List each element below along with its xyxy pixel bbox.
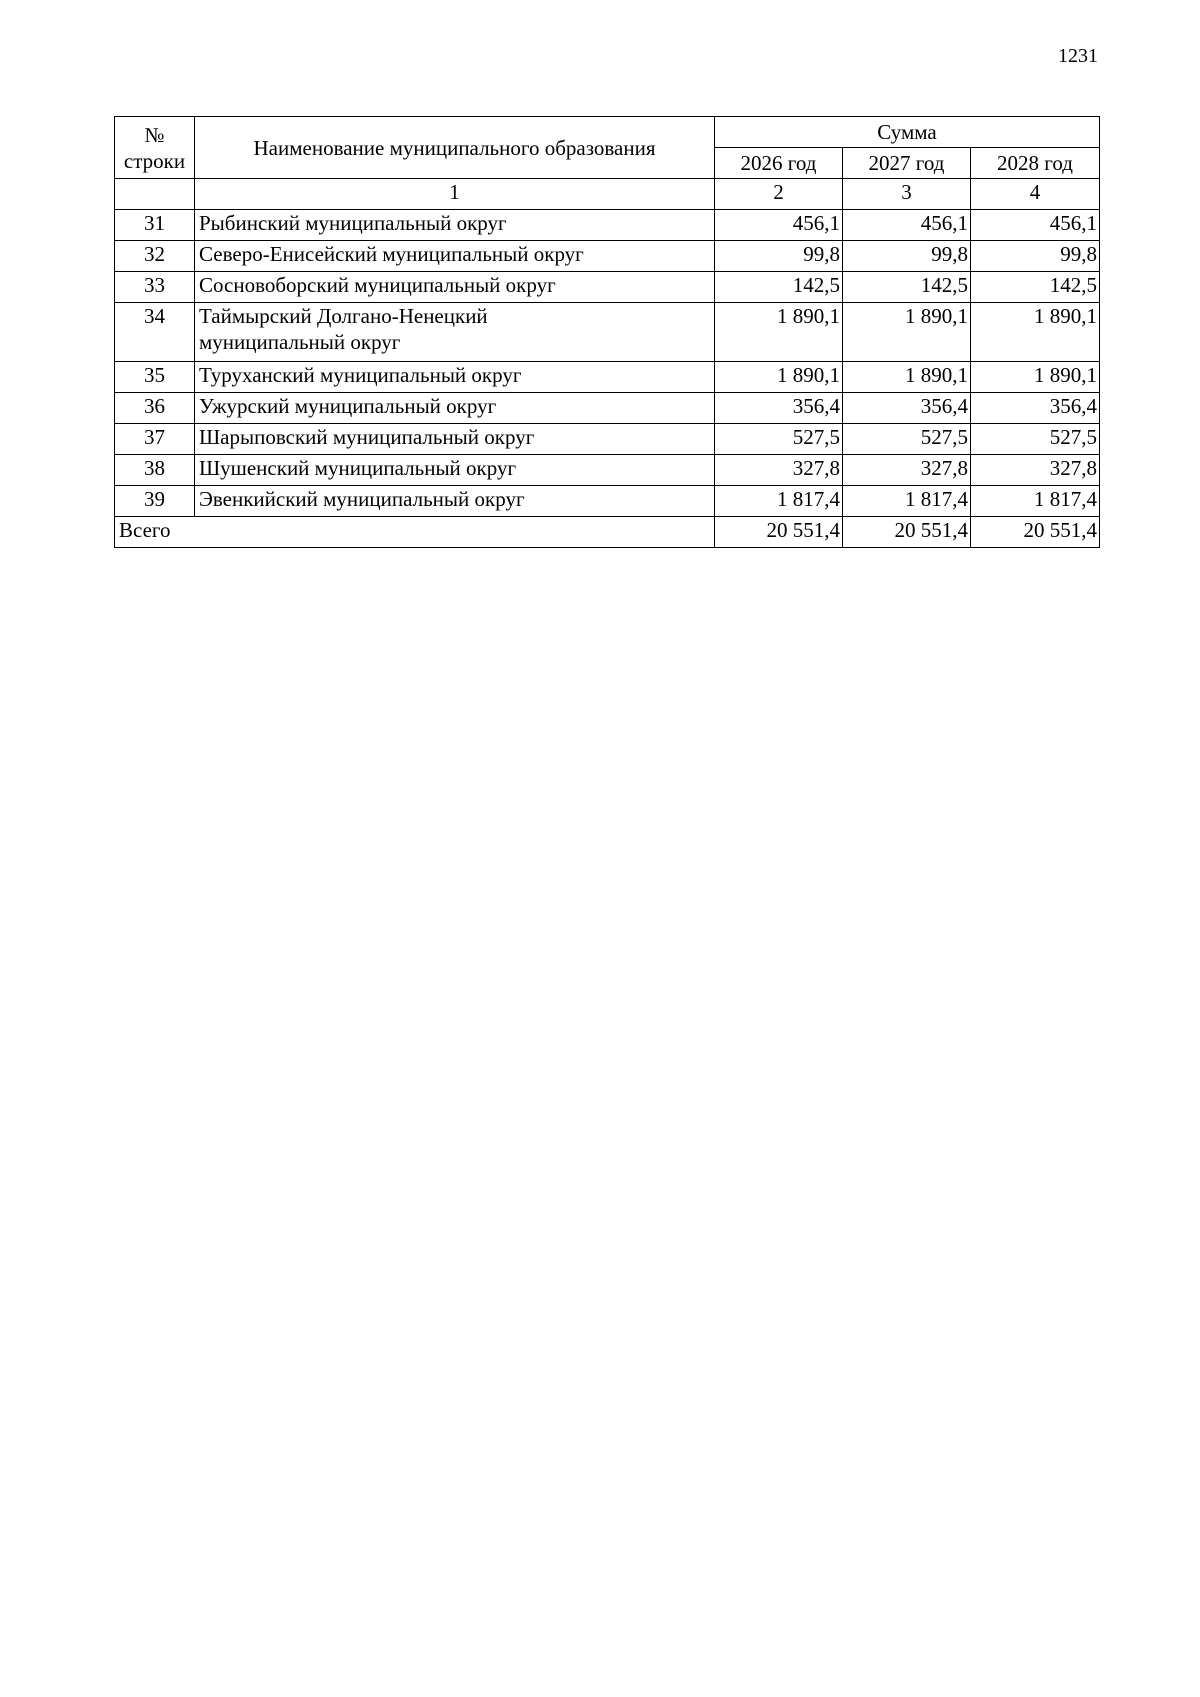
- value-2028: 456,1: [971, 210, 1100, 241]
- value-2027: 327,8: [843, 455, 971, 486]
- column-number-row: [115, 179, 1100, 210]
- value-2027: 356,4: [843, 393, 971, 424]
- row-number: 34: [115, 303, 195, 362]
- value-2026: 142,5: [715, 272, 843, 303]
- value-2027: 1 817,4: [843, 486, 971, 517]
- row-number: 33: [115, 272, 195, 303]
- table-row: [115, 210, 1100, 241]
- municipality-name: Рыбинский муниципальный округ: [195, 210, 715, 241]
- table-row: [115, 486, 1100, 517]
- table-row: [115, 362, 1100, 393]
- row-number: 32: [115, 241, 195, 272]
- total-2027: 20 551,4: [843, 517, 971, 548]
- value-2028: 327,8: [971, 455, 1100, 486]
- total-2026: 20 551,4: [715, 517, 843, 548]
- value-2028: 142,5: [971, 272, 1100, 303]
- table-row: [115, 424, 1100, 455]
- value-2027: 527,5: [843, 424, 971, 455]
- value-2026: 356,4: [715, 393, 843, 424]
- header-name: Наименование муниципального образования: [195, 117, 715, 179]
- value-2028: 1 890,1: [971, 362, 1100, 393]
- value-2028: 356,4: [971, 393, 1100, 424]
- value-2027: 99,8: [843, 241, 971, 272]
- value-2028: 527,5: [971, 424, 1100, 455]
- value-2027: 142,5: [843, 272, 971, 303]
- row-number: 38: [115, 455, 195, 486]
- table-row: [115, 241, 1100, 272]
- row-number: 31: [115, 210, 195, 241]
- value-2026: 1 817,4: [715, 486, 843, 517]
- column-number-4: 4: [971, 179, 1100, 210]
- municipality-name: Шарыповский муниципальный округ: [195, 424, 715, 455]
- value-2027: 456,1: [843, 210, 971, 241]
- municipality-name: Ужурский муниципальный округ: [195, 393, 715, 424]
- value-2027: 1 890,1: [843, 362, 971, 393]
- municipality-name: [195, 303, 715, 362]
- table-row: [115, 303, 1100, 362]
- page-number: 1231: [1058, 45, 1098, 67]
- municipality-name: Сосновоборский муниципальный округ: [195, 272, 715, 303]
- value-2026: 99,8: [715, 241, 843, 272]
- header-row-number: [115, 117, 195, 179]
- value-2026: 1 890,1: [715, 362, 843, 393]
- value-2027: 1 890,1: [843, 303, 971, 362]
- value-2026: 456,1: [715, 210, 843, 241]
- value-2028: 1 890,1: [971, 303, 1100, 362]
- municipality-name-line-2: муниципальный округ: [199, 330, 401, 354]
- table-row: [115, 455, 1100, 486]
- municipality-name: Шушенский муниципальный округ: [195, 455, 715, 486]
- header-year-2027: 2027 год: [843, 148, 971, 179]
- allocation-table: [114, 116, 1100, 548]
- header-sum: Сумма: [715, 117, 1100, 148]
- header-row-1: [115, 117, 1100, 148]
- column-number-2: 2: [715, 179, 843, 210]
- municipality-name: Эвенкийский муниципальный округ: [195, 486, 715, 517]
- value-2028: 99,8: [971, 241, 1100, 272]
- value-2026: 527,5: [715, 424, 843, 455]
- row-number: 39: [115, 486, 195, 517]
- header-row-number-symbol: №: [144, 122, 165, 147]
- total-2028: 20 551,4: [971, 517, 1100, 548]
- table-row: [115, 393, 1100, 424]
- header-year-2026: 2026 год: [715, 148, 843, 179]
- municipality-name: Северо-Енисейский муниципальный округ: [195, 241, 715, 272]
- value-2026: 327,8: [715, 455, 843, 486]
- value-2028: 1 817,4: [971, 486, 1100, 517]
- table-container: [114, 116, 1100, 548]
- header-row-number-label: строки: [123, 148, 186, 173]
- row-number: 36: [115, 393, 195, 424]
- column-number-3: 3: [843, 179, 971, 210]
- value-2026: 1 890,1: [715, 303, 843, 362]
- total-label: Всего: [115, 517, 715, 548]
- table-row: [115, 272, 1100, 303]
- column-number-1: 1: [195, 179, 715, 210]
- header-year-2028: 2028 год: [971, 148, 1100, 179]
- row-number: 35: [115, 362, 195, 393]
- column-number-empty: [115, 179, 195, 210]
- total-row: [115, 517, 1100, 548]
- municipality-name: Туруханский муниципальный округ: [195, 362, 715, 393]
- municipality-name-line-1: Таймырский Долгано-Ненецкий: [199, 304, 488, 328]
- row-number: 37: [115, 424, 195, 455]
